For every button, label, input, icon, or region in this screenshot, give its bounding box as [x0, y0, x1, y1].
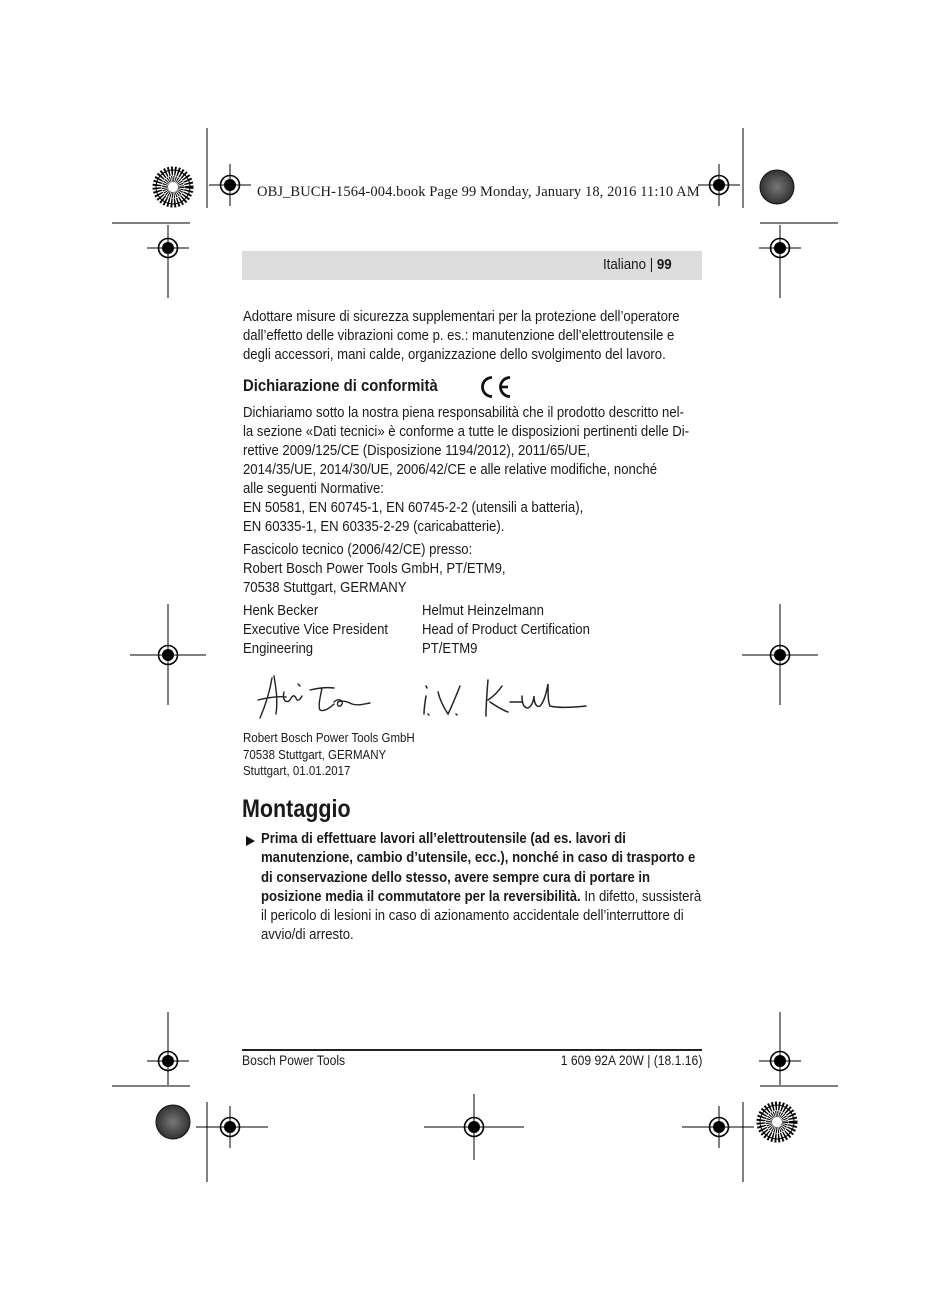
footer-brand: Bosch Power Tools — [242, 1053, 346, 1068]
signatory-left — [243, 602, 388, 659]
company-block — [243, 730, 415, 780]
header-separator: | — [646, 257, 658, 273]
conformity-line: la sezione «Dati tecnici» è conforme a tutte le disposizioni pertinenti delle Di- — [243, 424, 690, 440]
technical-file-line: 70538 Stuttgart, GERMANY — [243, 580, 407, 596]
ce-mark-icon — [477, 374, 513, 400]
conformity-line: EN 50581, EN 60745-1, EN 60745-2-2 (utensili a batteria), — [243, 500, 584, 516]
signatory-role: Executive Vice President — [243, 622, 389, 638]
signature-helmut-heinzelmann — [418, 670, 593, 726]
warning-bold-text: Prima di effettuare lavori all’elettroutensile (ad es. lavori di manutenzione, cambio d’utensile, ecc.), nonché in caso di trasporto e di conservazione dello stesso, avere sempre cura di portare in posizione media il commutatore per la reversibilità. — [261, 831, 696, 905]
conformity-line: EN 60335-1, EN 60335-2-29 (caricabatterie). — [243, 519, 505, 535]
conformity-line: rettive 2009/125/CE (Disposizione 1194/2012), 2011/65/UE, — [243, 443, 591, 459]
triangle-bullet-icon — [244, 835, 256, 847]
signatory-right — [422, 602, 590, 659]
header-language: Italiano — [603, 257, 647, 273]
technical-file-line: Fascicolo tecnico (2006/42/CE) presso: — [243, 542, 473, 558]
conformity-body — [243, 404, 703, 537]
signatory-name: Helmut Heinzelmann — [422, 603, 544, 619]
footer-doc-number: 1 609 92A 20W | (18.1.16) — [560, 1053, 702, 1068]
footer-divider — [242, 1049, 702, 1051]
company-address: 70538 Stuttgart, GERMANY — [243, 747, 387, 762]
starburst-target-top-left — [156, 170, 190, 204]
page-number: 99 — [657, 257, 672, 273]
intro-section — [243, 308, 703, 365]
page-header — [242, 251, 702, 280]
conformity-line: 2014/35/UE, 2014/30/UE, 2006/42/CE e alle relative modifiche, nonché — [243, 462, 658, 478]
signatory-name: Henk Becker — [243, 603, 319, 619]
montaggio-warning — [261, 830, 702, 946]
starburst-target-bottom-right — [760, 1105, 794, 1139]
signature-date: Stuttgart, 01.01.2017 — [243, 764, 351, 778]
technical-file — [243, 541, 703, 598]
technical-file-line: Robert Bosch Power Tools GmbH, PT/ETM9, — [243, 561, 506, 577]
intro-paragraph: Adottare misure di sicurezza supplementari per la protezione dell’operatore dall’effetto delle vibrazioni come p. es.: manutenzione dell’elettroutensile e degli accessori, mani calde, organizzazione dello svolgimento del lavoro. — [243, 309, 680, 363]
header-text — [603, 257, 672, 273]
print-slug: OBJ_BUCH-1564-004.book Page 99 Monday, January 18, 2016 11:10 AM — [257, 184, 700, 200]
signature-henk-becker — [250, 670, 380, 726]
conformity-title: Dichiarazione di conformità — [243, 377, 438, 395]
conformity-line: Dichiariamo sotto la nostra piena responsabilità che il prodotto descritto nel- — [243, 405, 684, 421]
warning-normal-text: In difetto, sussisterà il pericolo di lesioni in caso di azionamento accidentale dell’interruttore di avvio/di arresto. — [261, 888, 702, 944]
section-title-montaggio: Montaggio — [242, 795, 351, 823]
conformity-line: alle seguenti Normative: — [243, 481, 384, 497]
signatory-role: Head of Product Certification — [422, 622, 590, 638]
signatory-dept: PT/ETM9 — [422, 641, 478, 657]
signatory-dept: Engineering — [243, 641, 314, 657]
company-name: Robert Bosch Power Tools GmbH — [243, 731, 415, 745]
